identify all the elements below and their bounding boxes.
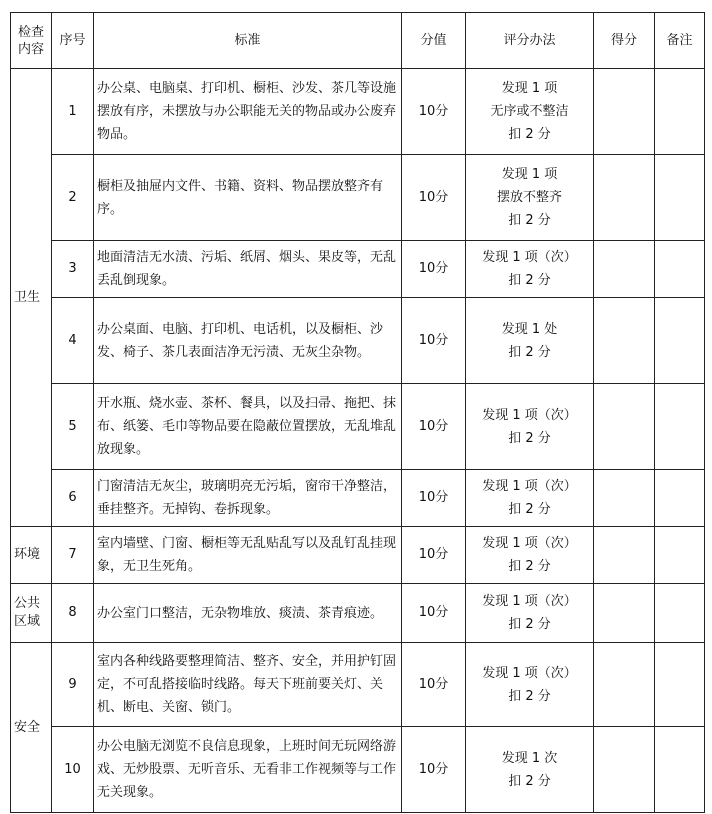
method-line: 扣 2 分 bbox=[508, 213, 551, 228]
table-row bbox=[11, 584, 705, 643]
row-remark-cell[interactable] bbox=[655, 584, 705, 643]
row-standard: 办公电脑无浏览不良信息现象，上班时间无玩网络游戏、无炒股票、无听音乐、无看非工作视频等与工作无关现象。 bbox=[94, 727, 402, 813]
table-row bbox=[11, 241, 705, 298]
row-remark-cell[interactable] bbox=[655, 384, 705, 470]
method-line: 发现 1 项 bbox=[501, 167, 558, 182]
method-line: 扣 2 分 bbox=[508, 502, 551, 517]
row-method bbox=[466, 155, 594, 241]
method-line: 发现 1 项（次） bbox=[482, 594, 577, 609]
row-seq: 10 bbox=[52, 727, 94, 813]
row-score-cell[interactable] bbox=[594, 727, 655, 813]
method-line: 扣 2 分 bbox=[508, 273, 551, 288]
row-standard: 橱柜及抽屉内文件、书籍、资料、物品摆放整齐有序。 bbox=[94, 155, 402, 241]
method-line: 发现 1 项（次） bbox=[482, 536, 577, 551]
header-standard: 标准 bbox=[94, 13, 402, 69]
row-seq: 3 bbox=[52, 241, 94, 298]
header-points: 分值 bbox=[402, 13, 466, 69]
category-safety: 安全 bbox=[11, 643, 52, 813]
row-seq: 5 bbox=[52, 384, 94, 470]
row-method bbox=[466, 727, 594, 813]
category-environment: 环境 bbox=[11, 527, 52, 584]
row-standard: 办公桌面、电脑、打印机、电话机，以及橱柜、沙发、椅子、茶几表面洁净无污渍、无灰尘杂物。 bbox=[94, 298, 402, 384]
method-line: 扣 2 分 bbox=[508, 688, 551, 704]
row-seq: 1 bbox=[52, 69, 94, 155]
row-standard: 门窗清洁无灰尘，玻璃明亮无污垢，窗帘干净整洁，垂挂整齐。无掉钩、卷拆现象。 bbox=[94, 470, 402, 527]
row-seq: 8 bbox=[52, 584, 94, 643]
method-line: 扣 2 分 bbox=[508, 773, 551, 789]
row-method bbox=[466, 643, 594, 727]
row-points: 10分 bbox=[402, 527, 466, 584]
row-method bbox=[466, 470, 594, 527]
row-seq: 4 bbox=[52, 298, 94, 384]
method-line: 发现 1 项（次） bbox=[482, 479, 577, 494]
method-line: 发现 1 项 bbox=[501, 81, 558, 96]
row-score-cell[interactable] bbox=[594, 298, 655, 384]
row-method bbox=[466, 384, 594, 470]
row-score-cell[interactable] bbox=[594, 155, 655, 241]
row-method bbox=[466, 584, 594, 643]
row-points: 10分 bbox=[402, 241, 466, 298]
row-remark-cell[interactable] bbox=[655, 241, 705, 298]
method-line: 扣 2 分 bbox=[508, 127, 551, 142]
method-line: 发现 1 项（次） bbox=[482, 250, 577, 265]
header-method: 评分办法 bbox=[466, 13, 594, 69]
row-method bbox=[466, 69, 594, 155]
row-score-cell[interactable] bbox=[594, 69, 655, 155]
method-line: 发现 1 处 bbox=[501, 321, 558, 337]
row-remark-cell[interactable] bbox=[655, 527, 705, 584]
row-standard: 室内墙壁、门窗、橱柜等无乱贴乱写以及乱钉乱挂现象，无卫生死角。 bbox=[94, 527, 402, 584]
table-row bbox=[11, 298, 705, 384]
row-points: 10分 bbox=[402, 384, 466, 470]
method-line: 扣 2 分 bbox=[508, 430, 551, 446]
header-seq: 序号 bbox=[52, 13, 94, 69]
table-row bbox=[11, 155, 705, 241]
row-points: 10分 bbox=[402, 727, 466, 813]
row-points: 10分 bbox=[402, 155, 466, 241]
row-remark-cell[interactable] bbox=[655, 643, 705, 727]
row-method bbox=[466, 527, 594, 584]
category-public-area: 公共区域 bbox=[11, 584, 52, 643]
method-line: 摆放不整齐 bbox=[496, 190, 562, 205]
row-points: 10分 bbox=[402, 69, 466, 155]
row-score-cell[interactable] bbox=[594, 643, 655, 727]
row-remark-cell[interactable] bbox=[655, 470, 705, 527]
row-score-cell[interactable] bbox=[594, 584, 655, 643]
row-seq: 9 bbox=[52, 643, 94, 727]
row-score-cell[interactable] bbox=[594, 527, 655, 584]
header-row bbox=[11, 13, 705, 69]
table-row bbox=[11, 69, 705, 155]
header-category: 检查内容 bbox=[11, 13, 52, 69]
method-line: 扣 2 分 bbox=[508, 559, 551, 574]
row-standard: 办公桌、电脑桌、打印机、橱柜、沙发、茶几等设施摆放有序，未摆放与办公职能无关的物品或办公废弃物品。 bbox=[94, 69, 402, 155]
row-seq: 6 bbox=[52, 470, 94, 527]
table-row bbox=[11, 384, 705, 470]
method-line: 扣 2 分 bbox=[508, 344, 551, 360]
row-method bbox=[466, 241, 594, 298]
row-method bbox=[466, 298, 594, 384]
inspection-table bbox=[10, 12, 705, 813]
row-points: 10分 bbox=[402, 643, 466, 727]
row-score-cell[interactable] bbox=[594, 470, 655, 527]
row-seq: 2 bbox=[52, 155, 94, 241]
row-standard: 室内各种线路要整理简洁、整齐、安全，并用护钉固定，不可乱搭接临时线路。每天下班前要关灯、关机、断电、关窗、锁门。 bbox=[94, 643, 402, 727]
table-row bbox=[11, 643, 705, 727]
category-hygiene: 卫生 bbox=[11, 69, 52, 527]
row-points: 10分 bbox=[402, 470, 466, 527]
row-remark-cell[interactable] bbox=[655, 155, 705, 241]
row-seq: 7 bbox=[52, 527, 94, 584]
row-points: 10分 bbox=[402, 584, 466, 643]
row-remark-cell[interactable] bbox=[655, 298, 705, 384]
row-remark-cell[interactable] bbox=[655, 69, 705, 155]
method-line: 发现 1 项（次） bbox=[482, 665, 577, 681]
row-standard: 地面清洁无水渍、污垢、纸屑、烟头、果皮等，无乱丢乱倒现象。 bbox=[94, 241, 402, 298]
row-standard: 办公室门口整洁，无杂物堆放、痰渍、茶青痕迹。 bbox=[94, 584, 402, 643]
method-line: 无序或不整洁 bbox=[490, 104, 569, 119]
table-row bbox=[11, 527, 705, 584]
table-row bbox=[11, 470, 705, 527]
method-line: 发现 1 次 bbox=[501, 750, 558, 766]
row-points: 10分 bbox=[402, 298, 466, 384]
row-score-cell[interactable] bbox=[594, 241, 655, 298]
header-remark: 备注 bbox=[655, 13, 705, 69]
row-standard: 开水瓶、烧水壶、茶杯、餐具，以及扫帚、拖把、抹布、纸篓、毛巾等物品要在隐蔽位置摆放，无乱堆乱放现象。 bbox=[94, 384, 402, 470]
row-remark-cell[interactable] bbox=[655, 727, 705, 813]
method-line: 扣 2 分 bbox=[508, 617, 551, 632]
header-score: 得分 bbox=[594, 13, 655, 69]
method-line: 发现 1 项（次） bbox=[482, 407, 577, 423]
table-row bbox=[11, 727, 705, 813]
row-score-cell[interactable] bbox=[594, 384, 655, 470]
